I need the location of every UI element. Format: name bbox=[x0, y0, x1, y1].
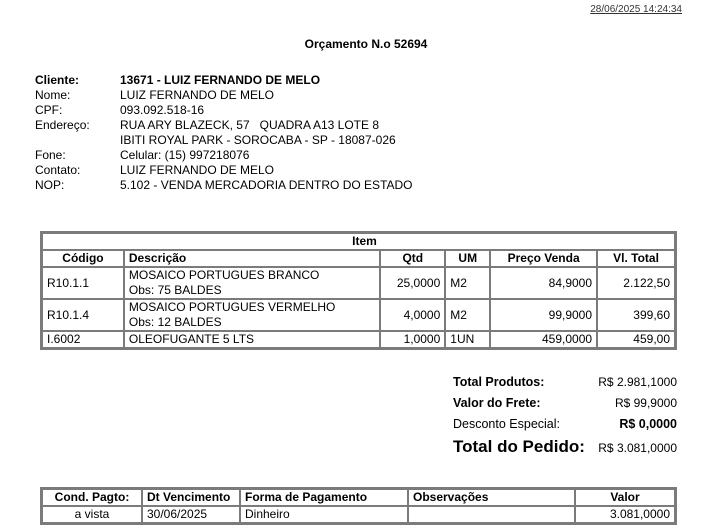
item-total: 2.122,50 bbox=[597, 267, 675, 299]
item-descricao bbox=[124, 267, 380, 299]
nop-value: 5.102 - VENDA MERCADORIA DENTRO DO ESTADO bbox=[120, 178, 413, 192]
col-header-qtd: Qtd bbox=[380, 250, 445, 267]
phone-value: Celular: (15) 997218076 bbox=[120, 148, 250, 162]
col-header-descricao: Descrição bbox=[124, 250, 380, 267]
item-qtd: 1,0000 bbox=[380, 331, 445, 348]
item-total: 399,60 bbox=[597, 299, 675, 331]
payment-table bbox=[40, 487, 677, 525]
item-descricao-text: MOSAICO PORTUGUES BRANCO bbox=[128, 268, 320, 282]
address-label: Endereço: bbox=[35, 118, 90, 132]
address-label-2 bbox=[35, 133, 120, 148]
cpf-value: 093.092.518-16 bbox=[120, 103, 205, 117]
cpf-label: CPF: bbox=[35, 103, 63, 117]
payment-valor: 3.081,0000 bbox=[575, 506, 675, 523]
client-row bbox=[35, 73, 413, 88]
contact-row bbox=[35, 163, 413, 178]
nop-row bbox=[35, 178, 413, 193]
item-descricao bbox=[124, 299, 380, 331]
desconto-row bbox=[453, 417, 677, 437]
address-line1: RUA ARY BLAZECK, 57 QUADRA A13 LOTE 8 bbox=[120, 118, 380, 132]
total-pedido-label: Total do Pedido: bbox=[453, 437, 585, 456]
col-header-codigo: Código bbox=[42, 250, 124, 267]
items-group-header-row bbox=[42, 233, 675, 250]
total-produtos-label: Total Produtos: bbox=[453, 375, 545, 389]
desconto-label: Desconto Especial: bbox=[453, 417, 561, 431]
address-row-2 bbox=[35, 133, 413, 148]
item-codigo: R10.1.4 bbox=[42, 299, 124, 331]
items-table bbox=[40, 231, 677, 350]
item-preco: 84,9000 bbox=[490, 267, 597, 299]
item-preco: 459,0000 bbox=[490, 331, 597, 348]
col-header-cond-pagto: Cond. Pagto: bbox=[42, 489, 142, 506]
client-label: Cliente: bbox=[35, 73, 80, 87]
payment-header-row bbox=[42, 489, 675, 506]
name-row bbox=[35, 88, 413, 103]
address-row bbox=[35, 118, 413, 133]
phone-label: Fone: bbox=[35, 148, 66, 162]
item-total: 459,00 bbox=[597, 331, 675, 348]
item-obs: Obs: 12 BALDES bbox=[128, 315, 222, 329]
contact-value: LUIZ FERNANDO DE MELO bbox=[120, 163, 275, 177]
item-descricao-text: MOSAICO PORTUGUES VERMELHO bbox=[128, 300, 336, 314]
col-header-total: Vl. Total bbox=[597, 250, 675, 267]
table-row bbox=[42, 506, 675, 523]
items-header-row bbox=[42, 250, 675, 267]
client-value: 13671 - LUIZ FERNANDO DE MELO bbox=[120, 73, 321, 87]
desconto-value: R$ 0,0000 bbox=[619, 417, 677, 431]
contact-label: Contato: bbox=[35, 163, 81, 177]
cpf-row bbox=[35, 103, 413, 118]
total-pedido-row bbox=[453, 437, 677, 461]
nop-label: NOP: bbox=[35, 178, 65, 192]
totals-summary bbox=[453, 375, 677, 461]
table-row bbox=[42, 267, 675, 299]
items-group-header: Item bbox=[42, 233, 675, 250]
item-qtd: 25,0000 bbox=[380, 267, 445, 299]
name-value: LUIZ FERNANDO DE MELO bbox=[120, 88, 275, 102]
payment-forma: Dinheiro bbox=[240, 506, 408, 523]
phone-row bbox=[35, 148, 413, 163]
item-qtd: 4,0000 bbox=[380, 299, 445, 331]
item-um: M2 bbox=[445, 299, 490, 331]
address-line2: IBITI ROYAL PARK - SOROCABA - SP - 18087-026 bbox=[120, 133, 396, 147]
client-info bbox=[35, 73, 413, 193]
total-produtos-value: R$ 2.981,1000 bbox=[598, 375, 677, 389]
name-label: Nome: bbox=[35, 88, 71, 102]
valor-frete-value: R$ 99,9000 bbox=[614, 396, 677, 410]
item-um: M2 bbox=[445, 267, 490, 299]
table-row bbox=[42, 299, 675, 331]
item-codigo: R10.1.1 bbox=[42, 267, 124, 299]
item-codigo: I.6002 bbox=[42, 331, 124, 348]
payment-cond: a vista bbox=[42, 506, 142, 523]
col-header-forma-pagamento: Forma de Pagamento bbox=[240, 489, 408, 506]
col-header-valor: Valor bbox=[575, 489, 675, 506]
page-title: Orçamento N.o 52694 bbox=[304, 37, 428, 51]
payment-vencimento: 30/06/2025 bbox=[142, 506, 240, 523]
item-descricao: OLEOFUGANTE 5 LTS bbox=[124, 331, 380, 348]
col-header-preco: Preço Venda bbox=[490, 250, 597, 267]
col-header-observacoes: Observações bbox=[408, 489, 575, 506]
item-preco: 99,9000 bbox=[490, 299, 597, 331]
item-um: 1UN bbox=[445, 331, 490, 348]
col-header-vencimento: Dt Vencimento bbox=[142, 489, 240, 506]
col-header-um: UM bbox=[445, 250, 490, 267]
print-timestamp: 28/06/2025 14:24:34 bbox=[590, 4, 682, 15]
payment-obs bbox=[408, 506, 575, 523]
total-pedido-value: R$ 3.081,0000 bbox=[598, 441, 677, 455]
valor-frete-label: Valor do Frete: bbox=[453, 396, 541, 410]
total-produtos-row bbox=[453, 375, 677, 396]
table-row bbox=[42, 331, 675, 348]
item-obs: Obs: 75 BALDES bbox=[128, 283, 222, 297]
valor-frete-row bbox=[453, 396, 677, 417]
